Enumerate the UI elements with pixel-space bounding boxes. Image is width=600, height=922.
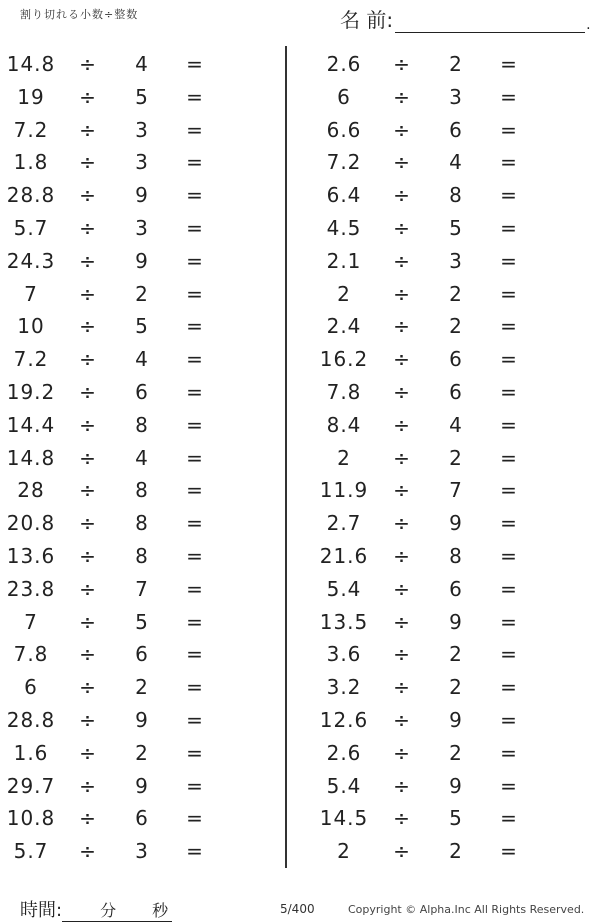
dividend: 16.2 xyxy=(319,347,369,372)
divisor: 8 xyxy=(449,183,463,208)
problem-row xyxy=(0,802,282,835)
problem-row xyxy=(300,802,600,835)
divisor: 5 xyxy=(135,84,149,109)
problem-row xyxy=(0,737,282,770)
divisor: 3 xyxy=(135,215,149,240)
equals-sign: = xyxy=(500,314,518,339)
problem-row xyxy=(300,81,600,114)
equals-sign: = xyxy=(500,740,518,765)
division-sign: ÷ xyxy=(79,543,97,568)
division-sign: ÷ xyxy=(79,117,97,142)
time-label: 時間: xyxy=(20,900,63,921)
division-sign: ÷ xyxy=(393,642,411,667)
equals-sign: = xyxy=(500,675,518,700)
equals-sign: = xyxy=(186,117,204,142)
equals-sign: = xyxy=(500,215,518,240)
equals-sign: = xyxy=(186,511,204,536)
name-blank-line[interactable] xyxy=(395,10,585,33)
dividend: 2 xyxy=(337,445,351,470)
equals-sign: = xyxy=(186,740,204,765)
divisor: 3 xyxy=(135,150,149,175)
division-sign: ÷ xyxy=(393,412,411,437)
division-sign: ÷ xyxy=(393,707,411,732)
divisor: 7 xyxy=(449,478,463,503)
dividend: 13.5 xyxy=(319,609,369,634)
problem-row xyxy=(300,179,600,212)
division-sign: ÷ xyxy=(393,314,411,339)
dividend: 5.4 xyxy=(326,576,362,601)
division-sign: ÷ xyxy=(393,478,411,503)
divisor: 3 xyxy=(449,84,463,109)
dividend: 2.4 xyxy=(326,314,362,339)
equals-sign: = xyxy=(186,52,204,76)
divisor: 5 xyxy=(449,215,463,240)
divisor: 5 xyxy=(135,314,149,339)
divisor: 9 xyxy=(449,773,463,798)
problem-row xyxy=(0,179,282,212)
equals-sign: = xyxy=(500,412,518,437)
equals-sign: = xyxy=(186,707,204,732)
dividend: 11.9 xyxy=(319,478,369,503)
divisor: 4 xyxy=(135,52,149,76)
equals-sign: = xyxy=(500,478,518,503)
problem-row xyxy=(300,114,600,147)
problem-row xyxy=(300,212,600,245)
dividend: 19 xyxy=(17,84,45,109)
dividend: 5.7 xyxy=(13,215,49,240)
dividend: 23.8 xyxy=(6,576,56,601)
divisor: 4 xyxy=(449,150,463,175)
problem-row xyxy=(300,770,600,803)
problem-row xyxy=(0,310,282,343)
dividend: 19.2 xyxy=(6,379,56,404)
equals-sign: = xyxy=(186,248,204,273)
equals-sign: = xyxy=(500,281,518,306)
division-sign: ÷ xyxy=(79,379,97,404)
equals-sign: = xyxy=(500,642,518,667)
dividend: 21.6 xyxy=(319,543,369,568)
division-sign: ÷ xyxy=(393,839,411,864)
division-sign: ÷ xyxy=(79,248,97,273)
equals-sign: = xyxy=(186,347,204,372)
division-sign: ÷ xyxy=(79,52,97,76)
divisor: 2 xyxy=(449,642,463,667)
division-sign: ÷ xyxy=(79,839,97,864)
dividend: 12.6 xyxy=(319,707,369,732)
division-sign: ÷ xyxy=(79,445,97,470)
problem-row xyxy=(300,442,600,475)
dividend: 28.8 xyxy=(6,183,56,208)
dividend: 2.6 xyxy=(326,740,362,765)
divisor: 8 xyxy=(135,412,149,437)
divisor: 9 xyxy=(135,183,149,208)
division-sign: ÷ xyxy=(393,576,411,601)
divisor: 8 xyxy=(135,478,149,503)
problem-row xyxy=(0,507,282,540)
dividend: 7 xyxy=(24,609,38,634)
time-field xyxy=(20,896,172,922)
divisor: 6 xyxy=(135,642,149,667)
equals-sign: = xyxy=(500,117,518,142)
problem-row xyxy=(0,573,282,606)
division-sign: ÷ xyxy=(393,379,411,404)
problem-row xyxy=(0,409,282,442)
divisor: 2 xyxy=(135,740,149,765)
division-sign: ÷ xyxy=(393,117,411,142)
problem-row xyxy=(300,671,600,704)
divisor: 2 xyxy=(449,281,463,306)
problem-row xyxy=(300,704,600,737)
time-blank-line[interactable] xyxy=(62,901,172,922)
division-sign: ÷ xyxy=(393,215,411,240)
dividend: 29.7 xyxy=(6,773,56,798)
worksheet-title: 割り切れる小数÷整数 xyxy=(20,8,139,21)
dividend: 10.8 xyxy=(6,806,56,831)
dividend: 7 xyxy=(24,281,38,306)
division-sign: ÷ xyxy=(393,609,411,634)
column-divider xyxy=(285,46,287,868)
divisor: 9 xyxy=(135,248,149,273)
divisor: 3 xyxy=(135,117,149,142)
division-sign: ÷ xyxy=(393,84,411,109)
equals-sign: = xyxy=(500,379,518,404)
division-sign: ÷ xyxy=(79,773,97,798)
problem-row xyxy=(300,146,600,179)
divisor: 4 xyxy=(449,412,463,437)
division-sign: ÷ xyxy=(79,707,97,732)
dividend: 14.4 xyxy=(6,412,56,437)
problem-row xyxy=(300,474,600,507)
equals-sign: = xyxy=(186,412,204,437)
division-sign: ÷ xyxy=(79,281,97,306)
division-sign: ÷ xyxy=(393,52,411,76)
divisor: 6 xyxy=(449,576,463,601)
problem-row xyxy=(0,671,282,704)
divisor: 6 xyxy=(449,117,463,142)
dividend: 6 xyxy=(337,84,351,109)
dividend: 7.2 xyxy=(13,117,49,142)
equals-sign: = xyxy=(186,281,204,306)
dividend: 8.4 xyxy=(326,412,362,437)
dividend: 3.6 xyxy=(326,642,362,667)
dividend: 28.8 xyxy=(6,707,56,732)
dividend: 5.7 xyxy=(13,839,49,864)
division-sign: ÷ xyxy=(79,347,97,372)
dividend: 2 xyxy=(337,839,351,864)
equals-sign: = xyxy=(186,379,204,404)
left-problem-column xyxy=(0,48,282,868)
division-sign: ÷ xyxy=(393,511,411,536)
equals-sign: = xyxy=(186,445,204,470)
division-sign: ÷ xyxy=(79,511,97,536)
problem-row xyxy=(300,573,600,606)
problem-row xyxy=(300,507,600,540)
division-sign: ÷ xyxy=(393,445,411,470)
problem-row xyxy=(300,737,600,770)
problem-row xyxy=(300,376,600,409)
division-sign: ÷ xyxy=(79,314,97,339)
dividend: 6 xyxy=(24,675,38,700)
divisor: 2 xyxy=(449,445,463,470)
equals-sign: = xyxy=(186,839,204,864)
equals-sign: = xyxy=(500,84,518,109)
division-sign: ÷ xyxy=(79,215,97,240)
equals-sign: = xyxy=(186,314,204,339)
equals-sign: = xyxy=(500,806,518,831)
dividend: 28 xyxy=(17,478,45,503)
dividend: 7.8 xyxy=(13,642,49,667)
problem-row xyxy=(0,770,282,803)
equals-sign: = xyxy=(500,150,518,175)
equals-sign: = xyxy=(500,52,518,76)
divisor: 8 xyxy=(135,511,149,536)
problem-row xyxy=(0,606,282,639)
division-sign: ÷ xyxy=(79,412,97,437)
divisor: 4 xyxy=(135,347,149,372)
dividend: 2.1 xyxy=(326,248,362,273)
divisor: 2 xyxy=(449,314,463,339)
name-trailing-dot: . xyxy=(586,17,591,33)
problem-row xyxy=(300,278,600,311)
dividend: 24.3 xyxy=(6,248,56,273)
dividend: 20.8 xyxy=(6,511,56,536)
divisor: 8 xyxy=(135,543,149,568)
division-sign: ÷ xyxy=(79,740,97,765)
division-sign: ÷ xyxy=(79,576,97,601)
division-sign: ÷ xyxy=(393,347,411,372)
divisor: 6 xyxy=(135,379,149,404)
problem-row xyxy=(0,343,282,376)
divisor: 6 xyxy=(135,806,149,831)
division-sign: ÷ xyxy=(79,84,97,109)
equals-sign: = xyxy=(186,773,204,798)
divisor: 7 xyxy=(135,576,149,601)
dividend: 6.6 xyxy=(326,117,362,142)
divisor: 9 xyxy=(135,707,149,732)
equals-sign: = xyxy=(186,576,204,601)
equals-sign: = xyxy=(500,445,518,470)
problem-row xyxy=(300,540,600,573)
equals-sign: = xyxy=(500,707,518,732)
division-sign: ÷ xyxy=(393,773,411,798)
divisor: 4 xyxy=(135,445,149,470)
seconds-unit: 秒 xyxy=(152,901,169,920)
division-sign: ÷ xyxy=(393,183,411,208)
problem-row xyxy=(0,146,282,179)
equals-sign: = xyxy=(500,183,518,208)
division-sign: ÷ xyxy=(393,281,411,306)
problem-row xyxy=(0,114,282,147)
page-number: 5/400 xyxy=(280,902,315,916)
equals-sign: = xyxy=(500,347,518,372)
problem-row xyxy=(300,409,600,442)
problem-row xyxy=(0,278,282,311)
footer xyxy=(0,890,600,922)
equals-sign: = xyxy=(186,609,204,634)
divisor: 2 xyxy=(449,740,463,765)
dividend: 7.8 xyxy=(326,379,362,404)
problem-row xyxy=(0,835,282,868)
divisor: 3 xyxy=(449,248,463,273)
problem-row xyxy=(0,212,282,245)
problem-row xyxy=(300,835,600,868)
equals-sign: = xyxy=(186,642,204,667)
problem-row xyxy=(0,638,282,671)
divisor: 2 xyxy=(135,281,149,306)
problem-row xyxy=(300,310,600,343)
equals-sign: = xyxy=(500,576,518,601)
equals-sign: = xyxy=(500,511,518,536)
equals-sign: = xyxy=(186,478,204,503)
divisor: 9 xyxy=(135,773,149,798)
dividend: 4.5 xyxy=(326,215,362,240)
division-sign: ÷ xyxy=(79,642,97,667)
problem-row xyxy=(0,48,282,81)
dividend: 2 xyxy=(337,281,351,306)
problem-row xyxy=(0,376,282,409)
division-sign: ÷ xyxy=(79,675,97,700)
division-sign: ÷ xyxy=(393,543,411,568)
division-sign: ÷ xyxy=(79,806,97,831)
problem-row xyxy=(300,606,600,639)
problem-row xyxy=(300,343,600,376)
dividend: 10 xyxy=(17,314,45,339)
equals-sign: = xyxy=(186,806,204,831)
equals-sign: = xyxy=(500,839,518,864)
dividend: 14.8 xyxy=(6,52,56,76)
divisor: 2 xyxy=(135,675,149,700)
divisor: 2 xyxy=(449,839,463,864)
division-sign: ÷ xyxy=(79,609,97,634)
divisor: 2 xyxy=(449,675,463,700)
dividend: 13.6 xyxy=(6,543,56,568)
dividend: 14.8 xyxy=(6,445,56,470)
name-label: 名 前: xyxy=(340,8,394,32)
equals-sign: = xyxy=(500,248,518,273)
divisor: 5 xyxy=(449,806,463,831)
right-problem-column xyxy=(300,48,600,868)
problem-row xyxy=(0,704,282,737)
divisor: 9 xyxy=(449,609,463,634)
equals-sign: = xyxy=(186,215,204,240)
problem-row xyxy=(0,442,282,475)
division-sign: ÷ xyxy=(79,183,97,208)
divisor: 9 xyxy=(449,707,463,732)
copyright-notice: Copyright © Alpha.Inc All Rights Reserved. xyxy=(348,903,585,916)
division-sign: ÷ xyxy=(393,150,411,175)
division-sign: ÷ xyxy=(393,740,411,765)
equals-sign: = xyxy=(186,183,204,208)
problem-row xyxy=(0,474,282,507)
problem-row xyxy=(0,540,282,573)
name-field xyxy=(340,4,591,33)
equals-sign: = xyxy=(186,150,204,175)
divisor: 9 xyxy=(449,511,463,536)
division-sign: ÷ xyxy=(393,675,411,700)
divisor: 6 xyxy=(449,347,463,372)
dividend: 14.5 xyxy=(319,806,369,831)
division-sign: ÷ xyxy=(393,806,411,831)
division-sign: ÷ xyxy=(393,248,411,273)
problem-row xyxy=(300,638,600,671)
problem-row xyxy=(0,245,282,278)
problem-row xyxy=(300,245,600,278)
dividend: 1.6 xyxy=(13,740,49,765)
dividend: 7.2 xyxy=(326,150,362,175)
division-sign: ÷ xyxy=(79,478,97,503)
equals-sign: = xyxy=(500,543,518,568)
divisor: 8 xyxy=(449,543,463,568)
dividend: 3.2 xyxy=(326,675,362,700)
problem-row xyxy=(0,81,282,114)
equals-sign: = xyxy=(186,84,204,109)
dividend: 2.6 xyxy=(326,52,362,76)
dividend: 1.8 xyxy=(13,150,49,175)
equals-sign: = xyxy=(186,675,204,700)
dividend: 6.4 xyxy=(326,183,362,208)
equals-sign: = xyxy=(500,773,518,798)
divisor: 3 xyxy=(135,839,149,864)
minutes-unit: 分 xyxy=(100,901,117,920)
equals-sign: = xyxy=(186,543,204,568)
divisor: 6 xyxy=(449,379,463,404)
divisor: 5 xyxy=(135,609,149,634)
divisor: 2 xyxy=(449,52,463,76)
division-sign: ÷ xyxy=(79,150,97,175)
dividend: 5.4 xyxy=(326,773,362,798)
dividend: 2.7 xyxy=(326,511,362,536)
dividend: 7.2 xyxy=(13,347,49,372)
equals-sign: = xyxy=(500,609,518,634)
problem-row xyxy=(300,48,600,81)
